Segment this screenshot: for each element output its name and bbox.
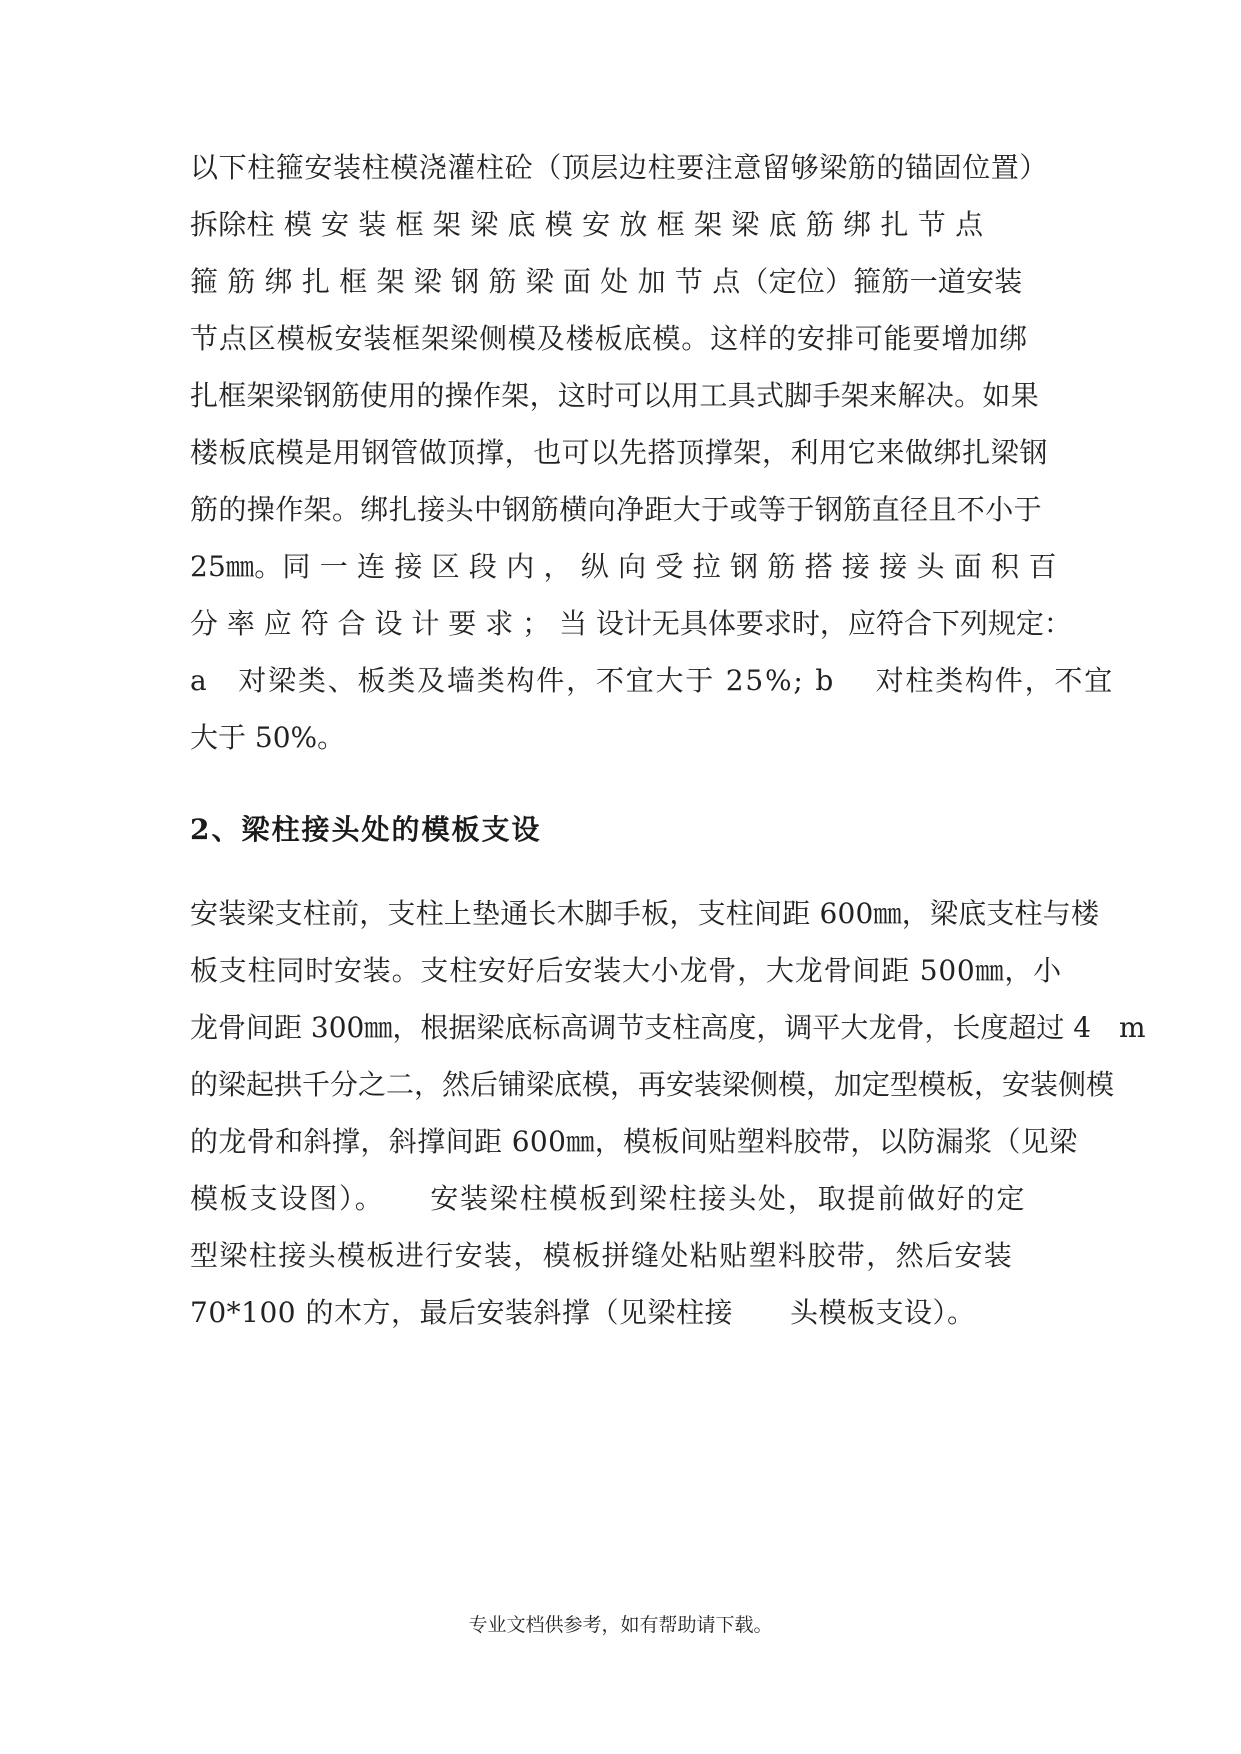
paragraph-1-line-4: 节点区模板安装框架梁侧模及楼板底模。这样的安排可能要增加绑 [190,322,1029,355]
paragraph-1-line-5: 扎框架梁钢筋使用的操作架，这时可以用工具式脚手架来解决。如果 [190,379,1040,412]
paragraph-2-line-3: 龙骨间距 300㎜，根据梁底标高调节支柱高度，调平大龙骨，长度超过 4 m [190,1011,1146,1044]
paragraph-1-line-1: 以下柱箍安装柱模浇灌柱砼（顶层边柱要注意留够梁筋的锚固位置） [190,151,1049,184]
paragraph-1-line-8: 25㎜。同 一 连 接 区 段 内 ， 纵 向 受 拉 钢 筋 搭 接 接 头 面 积 百 [190,550,1057,583]
paragraph-2-line-8: 70*100 的木方，最后安装斜撑（见梁柱接 头模板支设）。 [190,1296,976,1329]
paragraph-2-line-2: 板支柱同时安装。支柱安好后安装大小龙骨，大龙骨间距 500㎜，小 [190,954,1062,987]
paragraph-1-line-9: 分 率 应 符 合 设 计 要 求 ； 当 设计无具体要求时，应符合下列规定： [190,607,1072,640]
paragraph-2-line-5: 的龙骨和斜撑，斜撑间距 600㎜，模板间贴塑料胶带，以防漏浆（见梁 [190,1125,1078,1158]
paragraph-1-line-7: 筋的操作架。绑扎接头中钢筋横向净距大于或等于钢筋直径且不小于 [190,493,1043,526]
paragraph-2-line-7: 型梁柱接头模板进行安装，模板拼缝处粘贴塑料胶带，然后安装 [190,1239,1014,1272]
paragraph-2-line-6: 模板支设图）。 安装梁柱模板到梁柱接头处，取提前做好的定 [190,1182,1027,1215]
paragraph-2-line-4: 的梁起拱千分之二，然后铺梁底模，再安装梁侧模，加定型模板，安装侧模 [190,1068,1115,1101]
paragraph-1-line-10: a 对梁类、板类及墙类构件，不宜大于 25%; b 对柱类构件，不宜 [190,664,1114,697]
paragraph-2-line-1: 安装梁支柱前，支柱上垫通长木脚手板，支柱间距 600㎜，梁底支柱与楼 [190,897,1100,930]
page-footer-note: 专业文档供参考，如有帮助请下载。 [468,1614,773,1636]
paragraph-1-line-2: 拆除柱 模 安 装 框 架 梁 底 模 安 放 框 架 梁 底 筋 绑 扎 节 点 [190,208,984,241]
paragraph-1-line-6: 楼板底模是用钢管做顶撑，也可以先搭顶撑架，利用它来做绑扎梁钢 [190,436,1049,469]
section-2-heading: 2、梁柱接头处的模板支设 [190,813,542,846]
paragraph-1-line-3: 箍 筋 绑 扎 框 架 梁 钢 筋 梁 面 处 加 节 点（定位）箍筋一道安装 [190,265,1023,298]
paragraph-1-line-11: 大于 50%。 [190,721,346,754]
